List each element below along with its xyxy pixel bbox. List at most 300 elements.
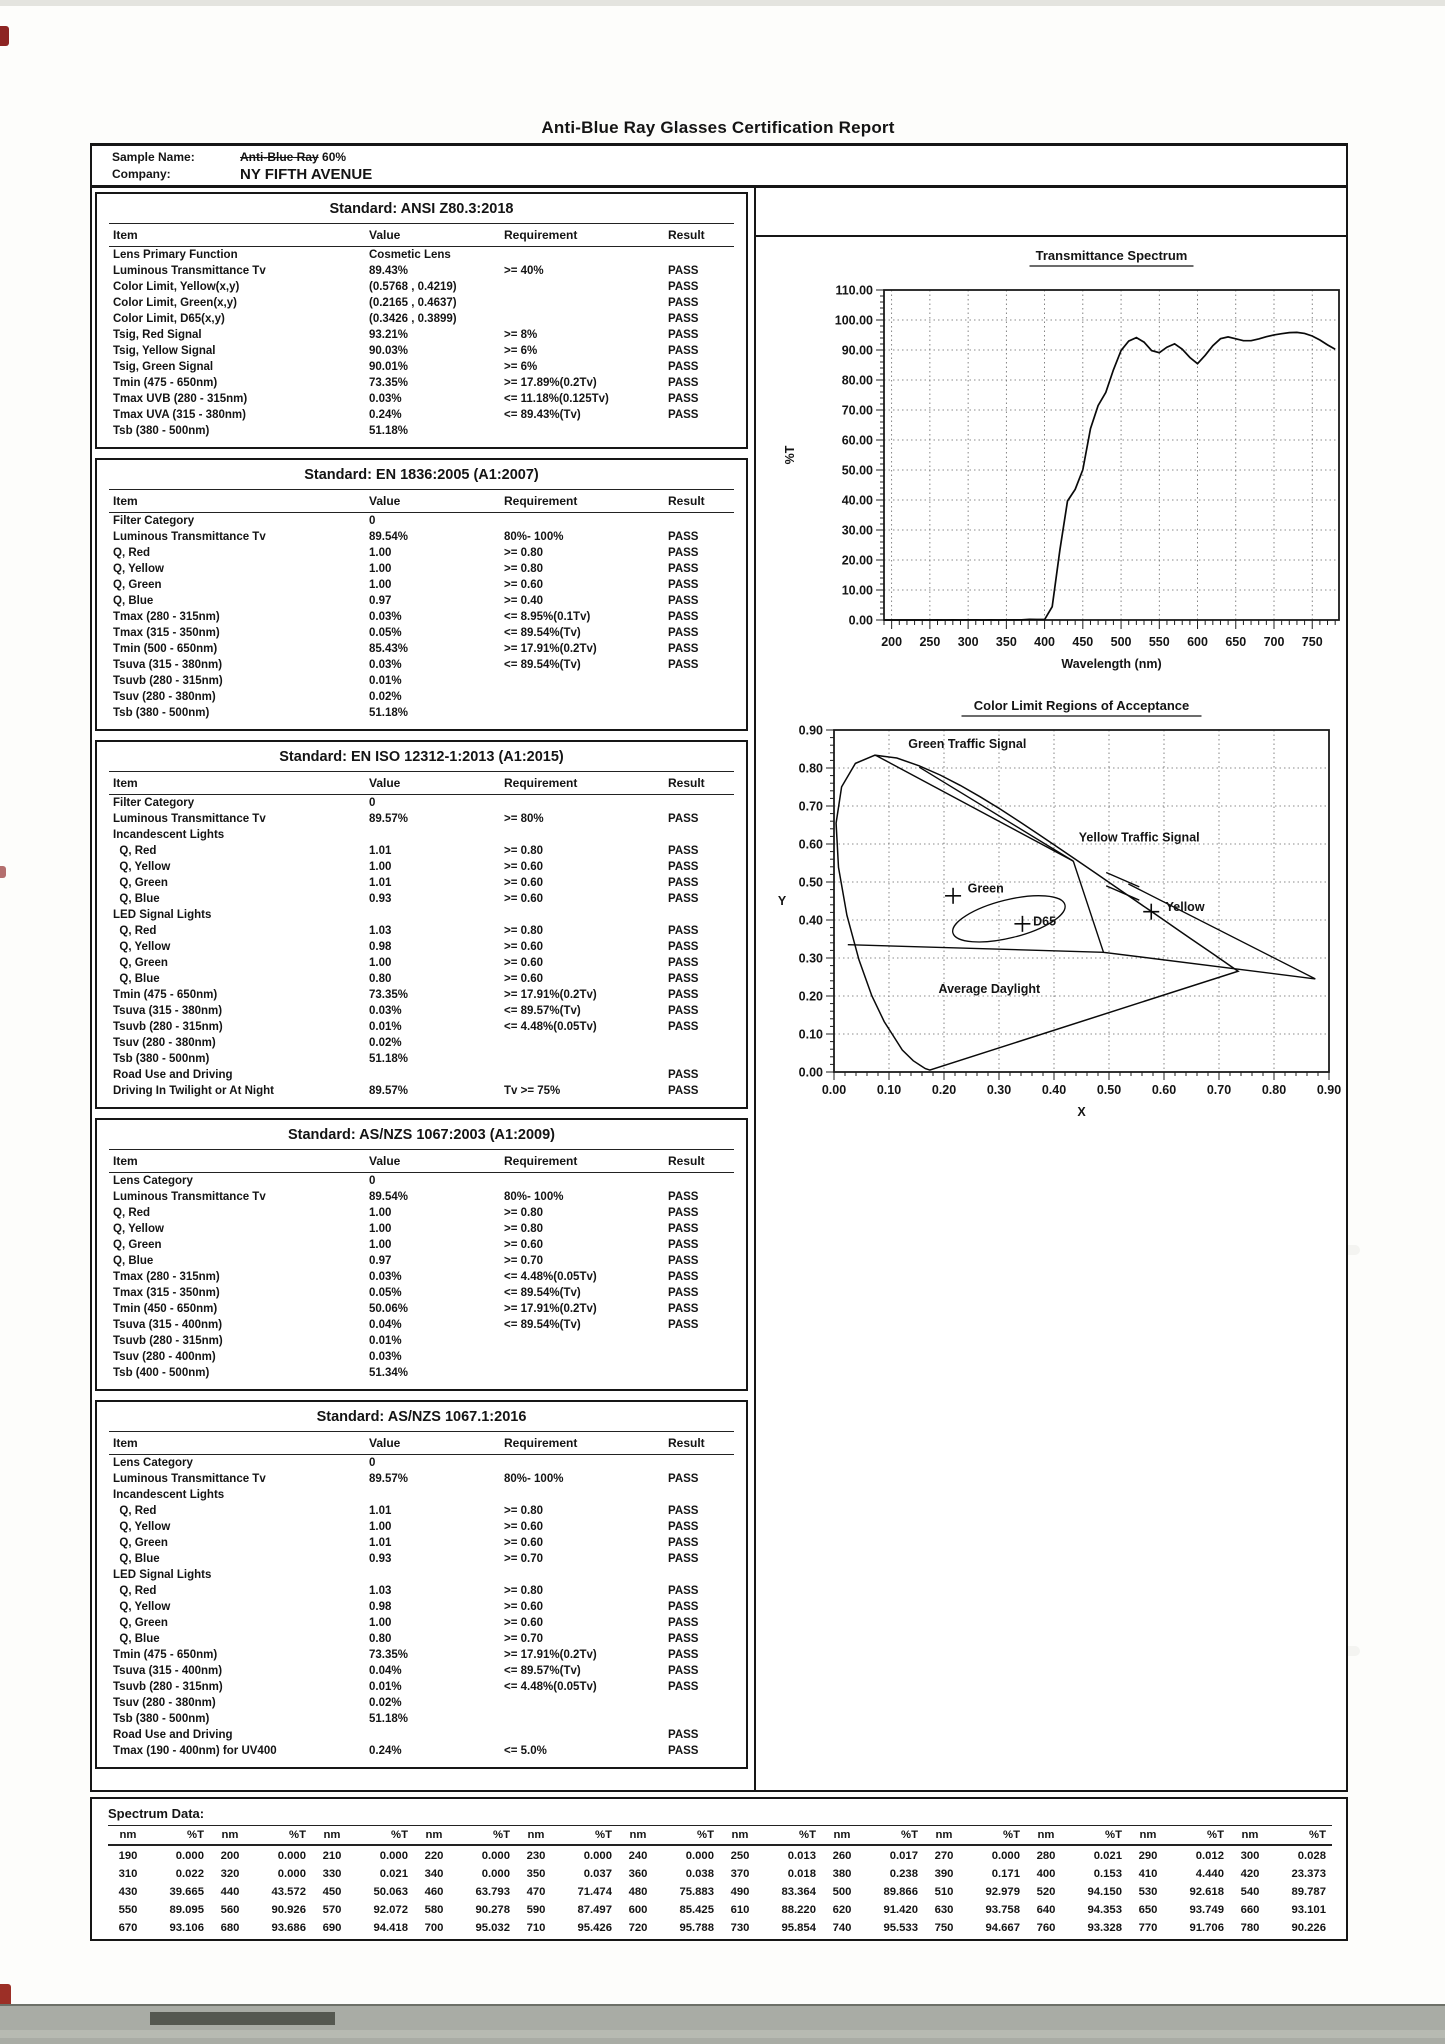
spectrum-cell-percent-t: 0.038 <box>685 1868 714 1880</box>
cell-value: 0.93 <box>369 893 392 905</box>
svg-text:0.20: 0.20 <box>931 1083 957 1097</box>
spectrum-cell-percent-t: 0.012 <box>1195 1850 1224 1862</box>
cell-requirement <box>504 1727 668 1743</box>
cell-item: Tsb (380 - 500nm) <box>113 707 210 719</box>
spectrum-cell-nm: 770 <box>1138 1922 1158 1934</box>
spectrum-column-header-percent-t: %T <box>493 1829 510 1841</box>
cell-result: PASS <box>668 361 699 373</box>
spectrum-cell-nm: 270 <box>934 1850 954 1862</box>
table-row <box>97 1487 746 1503</box>
cell-requirement: >= 0.60 <box>504 861 544 873</box>
cell-result <box>668 1349 734 1365</box>
cell-result: PASS <box>668 1207 699 1219</box>
table-row <box>97 923 746 939</box>
svg-text:0.00: 0.00 <box>821 1083 847 1097</box>
cell-requirement: <= 89.54%(Tv) <box>504 1319 581 1331</box>
spectrum-cell-percent-t: 0.000 <box>991 1850 1020 1862</box>
cell-value: 0 <box>369 1457 376 1469</box>
spectrum-cell-nm: 600 <box>628 1904 648 1916</box>
svg-text:Yellow Traffic Signal: Yellow Traffic Signal <box>1078 830 1200 845</box>
spectrum-column-header-nm: nm <box>221 1829 239 1841</box>
color-limit-svg <box>756 688 1349 1248</box>
table-header-row <box>97 490 746 512</box>
cell-value <box>369 907 504 923</box>
cell-item: Tsuvb (280 - 315nm) <box>113 1021 223 1033</box>
cell-requirement <box>504 1333 668 1349</box>
cell-item: Q, Yellow <box>113 563 164 575</box>
svg-text:600: 600 <box>1187 635 1208 649</box>
table-row <box>97 1365 746 1381</box>
spectrum-cell-percent-t: 87.497 <box>577 1904 612 1916</box>
spectrum-cell-nm: 190 <box>118 1850 138 1862</box>
cell-item: Q, Yellow <box>113 1521 171 1533</box>
table-row <box>97 1051 746 1067</box>
standard-rows <box>97 771 746 1099</box>
cell-requirement: Tv >= 75% <box>504 1085 561 1097</box>
svg-text:30.00: 30.00 <box>841 523 873 538</box>
table-row <box>97 1083 746 1099</box>
standard-rows <box>97 489 746 721</box>
table-row <box>97 1615 746 1631</box>
spectrum-cell-percent-t: 63.793 <box>475 1886 510 1898</box>
column-header-item: Item <box>113 1436 138 1450</box>
cell-requirement <box>504 1051 668 1067</box>
table-row <box>97 859 746 875</box>
column-header-result: Result <box>668 1436 705 1450</box>
cell-result <box>668 705 734 721</box>
cell-result: PASS <box>668 1191 699 1203</box>
spectrum-cell-percent-t: 0.000 <box>481 1850 510 1862</box>
cell-value: (0.3426 , 0.3899) <box>369 313 457 325</box>
cell-item: Q, Blue <box>113 1255 154 1267</box>
cell-value: 1.00 <box>369 1207 392 1219</box>
table-row <box>97 263 746 279</box>
cell-requirement: >= 17.91%(0.2Tv) <box>504 1649 597 1661</box>
svg-text:Y: Y <box>777 894 787 908</box>
svg-text:700: 700 <box>1263 635 1285 649</box>
table-row <box>97 1173 746 1189</box>
cell-result: PASS <box>668 345 699 357</box>
cell-item: Lens Category <box>113 1175 193 1187</box>
table-header-row <box>97 1432 746 1454</box>
spectrum-cell-percent-t: 89.787 <box>1291 1886 1326 1898</box>
table-row <box>97 1727 746 1743</box>
cell-result: PASS <box>668 265 699 277</box>
cell-item: Tmax (315 - 350nm) <box>113 627 220 639</box>
table-row <box>97 545 746 561</box>
cell-requirement: >= 0.60 <box>504 1537 544 1549</box>
cell-value: 0.03% <box>369 611 402 623</box>
cell-result: PASS <box>668 377 699 389</box>
cell-requirement: >= 17.91%(0.2Tv) <box>504 989 597 1001</box>
column-header-value: Value <box>369 776 401 790</box>
cell-result: PASS <box>668 1681 699 1693</box>
svg-text:0.70: 0.70 <box>1206 1083 1232 1097</box>
cell-requirement: <= 89.54%(Tv) <box>504 659 581 671</box>
page-title: Anti-Blue Ray Glasses Certification Report <box>541 118 895 137</box>
cell-result <box>668 689 734 705</box>
spectrum-column-header-percent-t: %T <box>1105 1829 1122 1841</box>
cell-requirement: >= 80% <box>504 813 544 825</box>
cell-value: 0.05% <box>369 627 402 639</box>
cell-requirement: >= 0.60 <box>504 877 544 889</box>
svg-text:60.00: 60.00 <box>841 433 873 448</box>
spectrum-cell-percent-t: 88.220 <box>781 1904 816 1916</box>
svg-text:110.00: 110.00 <box>835 283 873 298</box>
table-row <box>97 1743 746 1759</box>
spectrum-cell-percent-t: 0.000 <box>277 1868 306 1880</box>
spectrum-cell-nm: 570 <box>322 1904 342 1916</box>
cell-result: PASS <box>668 409 699 421</box>
spectrum-column-header-nm: nm <box>1139 1829 1157 1841</box>
cell-result <box>668 247 734 263</box>
table-row <box>97 1317 746 1333</box>
spectrum-cell-nm: 730 <box>730 1922 750 1934</box>
spectrum-cell-percent-t: 50.063 <box>373 1886 408 1898</box>
cell-value: (0.5768 , 0.4219) <box>369 281 457 293</box>
cell-result: PASS <box>668 531 699 543</box>
color-limit-chart <box>756 688 1349 1253</box>
cell-item: Q, Yellow <box>113 1223 164 1235</box>
cell-requirement: >= 0.60 <box>504 1521 544 1533</box>
cell-requirement: >= 0.80 <box>504 1207 544 1219</box>
cell-item: Q, Red <box>113 845 157 857</box>
spectrum-cell-nm: 680 <box>220 1922 240 1934</box>
cell-result <box>668 907 734 923</box>
spectrum-cell-nm: 660 <box>1240 1904 1260 1916</box>
table-row <box>97 1285 746 1301</box>
table-header-row <box>97 772 746 794</box>
cell-value: 0.03% <box>369 1271 402 1283</box>
table-row <box>97 407 746 423</box>
column-header-requirement: Requirement <box>504 1436 578 1450</box>
cell-value: 89.57% <box>369 1473 409 1485</box>
svg-text:0.30: 0.30 <box>798 951 823 966</box>
cell-requirement: >= 17.89%(0.2Tv) <box>504 377 597 389</box>
spectrum-cell-percent-t: 95.533 <box>883 1922 918 1934</box>
table-row <box>97 359 746 375</box>
table-row <box>97 1631 746 1647</box>
report-body <box>90 186 1348 1792</box>
scan-edge-top <box>0 0 1445 6</box>
spectrum-cell-nm: 550 <box>118 1904 138 1916</box>
spectrum-cell-percent-t: 89.095 <box>169 1904 204 1916</box>
cell-requirement: <= 4.48%(0.05Tv) <box>504 1681 597 1693</box>
column-header-value: Value <box>369 1154 401 1168</box>
standard-rows <box>97 1149 746 1381</box>
cell-requirement: >= 6% <box>504 361 538 373</box>
standard-table-as-nzs-1067-1-2016 <box>95 1400 748 1769</box>
spectrum-cell-percent-t: 39.665 <box>169 1886 204 1898</box>
cell-requirement: >= 0.60 <box>504 1617 544 1629</box>
spectrum-cell-nm: 780 <box>1240 1922 1260 1934</box>
cell-requirement <box>504 1067 668 1083</box>
cell-result: PASS <box>668 297 699 309</box>
svg-text:Average Daylight: Average Daylight <box>938 981 1041 996</box>
spectrum-column-header-percent-t: %T <box>901 1829 918 1841</box>
cell-result: PASS <box>668 1745 699 1757</box>
table-row <box>97 955 746 971</box>
cell-item: Q, Blue <box>113 1633 160 1645</box>
table-row <box>97 1471 746 1487</box>
cell-item: Luminous Transmittance Tv <box>113 1473 266 1485</box>
cell-value: 1.00 <box>369 861 392 873</box>
cell-item: Tmax (280 - 315nm) <box>113 611 220 623</box>
spectrum-cell-nm: 380 <box>832 1868 852 1880</box>
standard-title: Standard: EN 1836:2005 (A1:2007) <box>304 467 539 483</box>
cell-value: 1.00 <box>369 1239 392 1251</box>
cell-value: 0.04% <box>369 1319 402 1331</box>
cell-result: PASS <box>668 1505 699 1517</box>
spectrum-cell-nm: 520 <box>1036 1886 1056 1898</box>
spectrum-cell-nm: 650 <box>1138 1904 1158 1916</box>
cell-result: PASS <box>668 611 699 623</box>
cell-item: Q, Yellow <box>113 941 171 953</box>
cell-requirement <box>504 1711 668 1727</box>
cell-requirement: >= 17.91%(0.2Tv) <box>504 1303 597 1315</box>
spectrum-data-table <box>108 1824 1332 1937</box>
svg-text:0.80: 0.80 <box>798 761 823 776</box>
spectrum-cell-percent-t: 4.440 <box>1195 1868 1224 1880</box>
table-row <box>97 295 746 311</box>
svg-text:0.60: 0.60 <box>798 837 823 852</box>
cell-value: 51.34% <box>369 1367 409 1379</box>
cell-value: 0.03% <box>369 659 402 671</box>
cell-requirement <box>504 827 668 843</box>
cell-item: Q, Blue <box>113 595 154 607</box>
cell-value: 90.01% <box>369 361 409 373</box>
cell-requirement: >= 0.80 <box>504 845 544 857</box>
svg-text:80.00: 80.00 <box>841 373 873 388</box>
cell-item: Tsuva (315 - 380nm) <box>113 1005 223 1017</box>
cell-value: Cosmetic Lens <box>369 249 451 261</box>
standard-title: Standard: ANSI Z80.3:2018 <box>329 201 514 217</box>
table-row <box>97 343 746 359</box>
spectrum-cell-percent-t: 83.364 <box>781 1886 816 1898</box>
cell-requirement <box>504 1365 668 1381</box>
spectrum-cell-percent-t: 93.101 <box>1291 1904 1326 1916</box>
table-header-row <box>97 1150 746 1172</box>
cell-value: 0 <box>369 1175 376 1187</box>
cell-value: 1.03 <box>369 925 392 937</box>
cell-requirement: <= 4.48%(0.05Tv) <box>504 1021 597 1033</box>
cell-item: Q, Blue <box>113 1553 160 1565</box>
table-row <box>97 1535 746 1551</box>
table-row <box>97 689 746 705</box>
cell-item: Tmin (475 - 650nm) <box>113 1649 218 1661</box>
cell-result: PASS <box>668 1633 699 1645</box>
column-header-result: Result <box>668 494 705 508</box>
cell-result: PASS <box>668 893 699 905</box>
table-row <box>97 593 746 609</box>
standard-table-as-nzs-1067-2003 <box>95 1118 748 1391</box>
spectrum-cell-percent-t: 90.926 <box>271 1904 306 1916</box>
standard-rows <box>97 1431 746 1759</box>
cell-result: PASS <box>668 1287 699 1299</box>
spectrum-cell-nm: 560 <box>220 1904 240 1916</box>
cell-item: Filter Category <box>113 515 195 527</box>
svg-text:0.10: 0.10 <box>798 1027 823 1042</box>
cell-value: 0.01% <box>369 1021 402 1033</box>
spectrum-cell-percent-t: 23.373 <box>1291 1868 1326 1880</box>
scanner-edge-bottom <box>0 2004 1445 2044</box>
cell-requirement: >= 0.60 <box>504 957 544 969</box>
spectrum-cell-nm: 710 <box>526 1922 546 1934</box>
spectrum-cell-percent-t: 0.013 <box>787 1850 816 1862</box>
cell-result <box>668 1487 734 1503</box>
cell-value: 0.04% <box>369 1665 402 1677</box>
spectrum-cell-percent-t: 93.758 <box>985 1904 1020 1916</box>
cell-item: Q, Red <box>113 547 151 559</box>
table-row <box>97 987 746 1003</box>
cell-item: Tsb (380 - 500nm) <box>113 1053 210 1065</box>
svg-text:50.00: 50.00 <box>841 463 873 478</box>
table-row <box>97 657 746 673</box>
cell-item: Tsuva (315 - 400nm) <box>113 1319 223 1331</box>
cell-result: PASS <box>668 393 699 405</box>
spectrum-cell-percent-t: 93.328 <box>1087 1922 1122 1934</box>
table-row <box>97 625 746 641</box>
spectrum-cell-nm: 320 <box>220 1868 240 1880</box>
spectrum-cell-nm: 510 <box>934 1886 954 1898</box>
standard-table-ansi-z80-3-2018 <box>95 192 748 449</box>
table-row <box>97 375 746 391</box>
spectrum-data-box <box>90 1797 1348 1941</box>
table-row <box>97 609 746 625</box>
cell-result: PASS <box>668 1585 699 1597</box>
spectrum-cell-percent-t: 95.854 <box>781 1922 816 1934</box>
cell-value: 1.00 <box>369 1617 392 1629</box>
cell-item: Tmax (190 - 400nm) for UV400 <box>113 1745 277 1757</box>
cell-requirement: >= 0.80 <box>504 1505 544 1517</box>
svg-text:750: 750 <box>1301 635 1323 649</box>
svg-text:300: 300 <box>957 635 979 649</box>
spectrum-column-header-nm: nm <box>833 1829 851 1841</box>
spectrum-cell-percent-t: 0.028 <box>1297 1850 1326 1862</box>
spectrum-cell-percent-t: 0.018 <box>787 1868 816 1880</box>
svg-text:0.50: 0.50 <box>798 875 823 890</box>
spectrum-cell-nm: 480 <box>628 1886 648 1898</box>
cell-item: Q, Green <box>113 1617 168 1629</box>
spectrum-cell-percent-t: 94.150 <box>1087 1886 1122 1898</box>
spectrum-cell-nm: 750 <box>934 1922 954 1934</box>
table-row <box>97 513 746 529</box>
table-row <box>97 247 746 263</box>
cell-result: PASS <box>668 1271 699 1283</box>
cell-value: 0.02% <box>369 1697 402 1709</box>
svg-text:Green Traffic Signal: Green Traffic Signal <box>908 736 1027 751</box>
cell-value: 73.35% <box>369 377 409 389</box>
cell-item: Tsig, Green Signal <box>113 361 214 373</box>
spectrum-cell-nm: 310 <box>118 1868 138 1880</box>
cell-requirement <box>504 1567 668 1583</box>
spectrum-cell-nm: 490 <box>730 1886 750 1898</box>
spectrum-column-header-nm: nm <box>119 1829 137 1841</box>
cell-result: PASS <box>668 957 699 969</box>
table-row <box>97 1301 746 1317</box>
cell-item: Tsuva (315 - 380nm) <box>113 659 223 671</box>
table-row <box>97 1349 746 1365</box>
column-header-item: Item <box>113 228 138 242</box>
cell-item: LED Signal Lights <box>113 909 212 921</box>
cell-requirement: >= 0.60 <box>504 941 544 953</box>
spectrum-cell-percent-t: 90.278 <box>475 1904 510 1916</box>
spectrum-cell-percent-t: 92.979 <box>985 1886 1020 1898</box>
cell-item: Incandescent Lights <box>113 1489 225 1501</box>
cell-requirement: <= 4.48%(0.05Tv) <box>504 1271 597 1283</box>
cell-item: Color Limit, Green(x,y) <box>113 297 237 309</box>
table-row <box>97 1455 746 1471</box>
spectrum-cell-percent-t: 0.153 <box>1093 1868 1122 1880</box>
svg-text:20.00: 20.00 <box>841 553 873 568</box>
svg-text:0.00: 0.00 <box>798 1065 823 1080</box>
cell-requirement: <= 5.0% <box>504 1745 547 1757</box>
cell-item: Tsuv (280 - 380nm) <box>113 1697 216 1709</box>
spectrum-cell-nm: 260 <box>832 1850 852 1862</box>
table-row <box>97 939 746 955</box>
cell-value: 1.00 <box>369 579 392 591</box>
cell-result: PASS <box>668 1553 699 1565</box>
cell-value: 89.43% <box>369 265 409 277</box>
svg-text:0.50: 0.50 <box>1096 1083 1122 1097</box>
cell-result: PASS <box>668 1303 699 1315</box>
cell-result: PASS <box>668 547 699 559</box>
cell-requirement: 80%- 100% <box>504 1473 564 1485</box>
cell-result: PASS <box>668 329 699 341</box>
cell-value: 1.01 <box>369 877 392 889</box>
cell-result: PASS <box>668 813 699 825</box>
spectrum-cell-nm: 330 <box>322 1868 342 1880</box>
cell-value <box>369 827 504 843</box>
cell-value: 0.97 <box>369 595 392 607</box>
column-header-value: Value <box>369 1436 401 1450</box>
cell-result: PASS <box>668 563 699 575</box>
red-edge-mark <box>0 866 6 878</box>
transmittance-chart <box>756 202 1349 697</box>
table-row <box>97 1237 746 1253</box>
spectrum-column-header-percent-t: %T <box>799 1829 816 1841</box>
cell-result: PASS <box>668 1069 699 1081</box>
spectrum-cell-nm: 720 <box>628 1922 648 1934</box>
cell-item: Tsuv (280 - 400nm) <box>113 1351 216 1363</box>
cell-requirement: <= 89.43%(Tv) <box>504 409 581 421</box>
cell-requirement <box>504 1695 668 1711</box>
spectrum-cell-nm: 470 <box>526 1886 546 1898</box>
table-row <box>97 705 746 721</box>
cell-requirement <box>504 1035 668 1051</box>
svg-text:%T: %T <box>783 445 797 465</box>
cell-requirement: >= 6% <box>504 345 538 357</box>
cell-value <box>369 1067 504 1083</box>
spectrum-column-header-percent-t: %T <box>595 1829 612 1841</box>
cell-item: Q, Green <box>113 957 168 969</box>
cell-item: Road Use and Driving <box>113 1069 233 1081</box>
cell-item: Filter Category <box>113 797 195 809</box>
svg-text:10.00: 10.00 <box>841 583 873 598</box>
cell-requirement: >= 8% <box>504 329 538 341</box>
cell-item: Q, Red <box>113 925 157 937</box>
cell-value: 0.98 <box>369 1601 392 1613</box>
cell-item: Tsuvb (280 - 315nm) <box>113 1335 223 1347</box>
spectrum-cell-percent-t: 92.072 <box>373 1904 408 1916</box>
spectrum-cell-percent-t: 0.000 <box>481 1868 510 1880</box>
spectrum-cell-percent-t: 0.017 <box>889 1850 918 1862</box>
column-header-result: Result <box>668 776 705 790</box>
table-row <box>97 1583 746 1599</box>
table-row <box>97 875 746 891</box>
table-row <box>97 577 746 593</box>
sample-name-label: Sample Name: <box>112 150 195 164</box>
